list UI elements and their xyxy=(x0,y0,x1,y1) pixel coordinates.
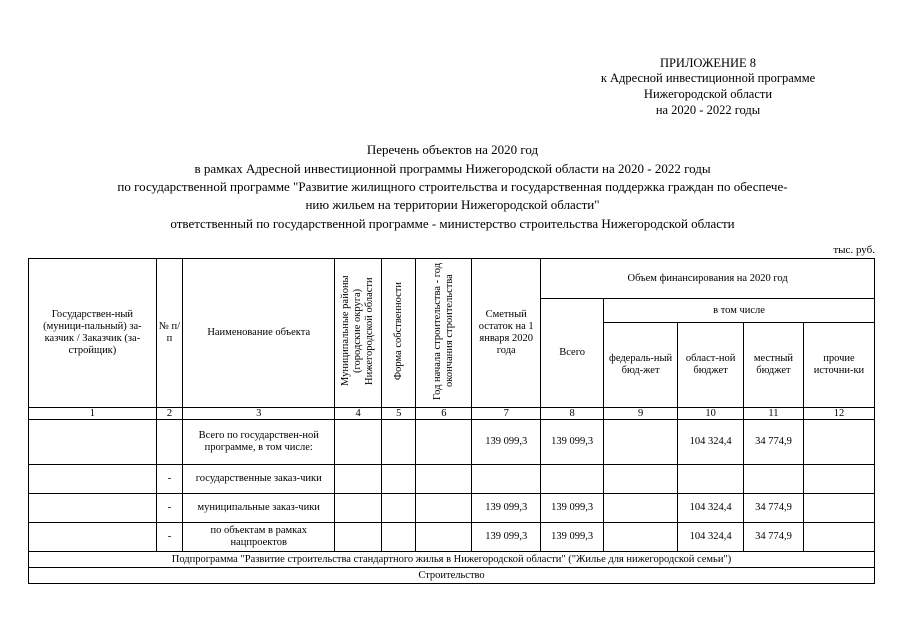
row-mark xyxy=(156,420,182,465)
col-number: 2 xyxy=(156,408,182,420)
row-federal xyxy=(604,523,678,552)
row-other xyxy=(803,494,874,523)
header-districts-text: Муниципальные районы (городские округа) Нижегородской области xyxy=(340,275,376,387)
header-regional: област-ной бюджет xyxy=(678,323,744,408)
row-mark: - xyxy=(156,494,182,523)
row-other xyxy=(803,465,874,494)
col-number: 4 xyxy=(335,408,382,420)
col-number: 5 xyxy=(381,408,415,420)
doc-title-line-1: Перечень объектов на 2020 год xyxy=(366,142,539,157)
row-mark: - xyxy=(156,523,182,552)
col-number: 9 xyxy=(604,408,678,420)
header-other: прочие источни-ки xyxy=(803,323,874,408)
row-federal xyxy=(604,420,678,465)
section-row: Строительство xyxy=(29,568,875,584)
subprogram-row: Подпрограмма "Развитие строительства стандартного жилья в Нижегородской области" ("Жилье для нижегородской семьи") xyxy=(29,552,875,568)
header-customer: Государствен-ный (муници-пальный) за-казчик / Заказчик (за-стройщик) xyxy=(29,259,157,408)
header-estimate: Сметный остаток на 1 января 2020 года xyxy=(472,259,541,408)
table-row xyxy=(29,465,875,494)
row-total: 139 099,3 xyxy=(541,523,604,552)
header-districts xyxy=(335,259,382,408)
row-name: муниципальные заказ-чики xyxy=(183,494,335,523)
row-total xyxy=(541,465,604,494)
row-estimate xyxy=(472,465,541,494)
row-regional: 104 324,4 xyxy=(678,420,744,465)
row-other xyxy=(803,523,874,552)
row-federal xyxy=(604,494,678,523)
row-estimate: 139 099,3 xyxy=(472,420,541,465)
row-other xyxy=(803,420,874,465)
row-regional: 104 324,4 xyxy=(678,494,744,523)
row-federal xyxy=(604,465,678,494)
table-row xyxy=(29,523,875,552)
doc-title-line-3: по государственной программе "Развитие жилищного строительства и государственная поддержка граждан по обеспече- xyxy=(117,179,788,194)
col-number: 1 xyxy=(29,408,157,420)
col-number: 12 xyxy=(803,408,874,420)
col-number: 3 xyxy=(183,408,335,420)
appendix-ref: к Адресной инвестиционной программе xyxy=(600,71,816,85)
col-number: 8 xyxy=(541,408,604,420)
appendix-title: ПРИЛОЖЕНИЕ 8 xyxy=(659,56,757,70)
header-ownership-text: Форма собственности xyxy=(392,281,404,381)
row-total: 139 099,3 xyxy=(541,420,604,465)
doc-title-line-5: ответственный по государственной программе - министерство строительства Нижегородской области xyxy=(170,216,735,231)
col-number: 7 xyxy=(472,408,541,420)
header-total: Всего xyxy=(541,299,604,408)
row-local: 34 774,9 xyxy=(744,494,804,523)
col-number: 10 xyxy=(678,408,744,420)
row-local xyxy=(744,465,804,494)
col-number: 11 xyxy=(744,408,804,420)
row-regional: 104 324,4 xyxy=(678,523,744,552)
header-object-name: Наименование объекта xyxy=(183,259,335,408)
appendix-years: на 2020 - 2022 годы xyxy=(655,103,761,117)
row-local: 34 774,9 xyxy=(744,420,804,465)
col-number: 6 xyxy=(416,408,472,420)
header-years xyxy=(416,259,472,408)
header-no: № п/п xyxy=(156,259,182,408)
units-label: тыс. руб. xyxy=(833,244,875,256)
table-row xyxy=(29,420,875,465)
doc-title-line-4: нию жильем на территории Нижегородской области" xyxy=(305,197,600,212)
doc-title-line-2: в рамках Адресной инвестиционной программы Нижегородской области на 2020 - 2022 годы xyxy=(194,161,711,176)
table-row xyxy=(29,494,875,523)
appendix-region: Нижегородской области xyxy=(643,87,773,101)
row-name: Всего по государствен-ной программе, в том числе: xyxy=(183,420,335,465)
row-total: 139 099,3 xyxy=(541,494,604,523)
row-estimate: 139 099,3 xyxy=(472,494,541,523)
row-name: по объектам в рамках нацпроектов xyxy=(183,523,335,552)
header-years-text: Год начала строительства - год окончания строительства xyxy=(431,262,455,400)
row-name: государственные заказ-чики xyxy=(183,465,335,494)
header-ownership xyxy=(381,259,415,408)
header-local: местный бюджет xyxy=(744,323,804,408)
objects-table xyxy=(28,258,875,584)
column-numbers-row xyxy=(29,408,875,420)
header-federal: федераль-ный бюд-жет xyxy=(604,323,678,408)
row-local: 34 774,9 xyxy=(744,523,804,552)
row-mark: - xyxy=(156,465,182,494)
row-regional xyxy=(678,465,744,494)
row-estimate: 139 099,3 xyxy=(472,523,541,552)
header-funding: Объем финансирования на 2020 год xyxy=(541,259,875,299)
header-including: в том числе xyxy=(604,299,875,323)
